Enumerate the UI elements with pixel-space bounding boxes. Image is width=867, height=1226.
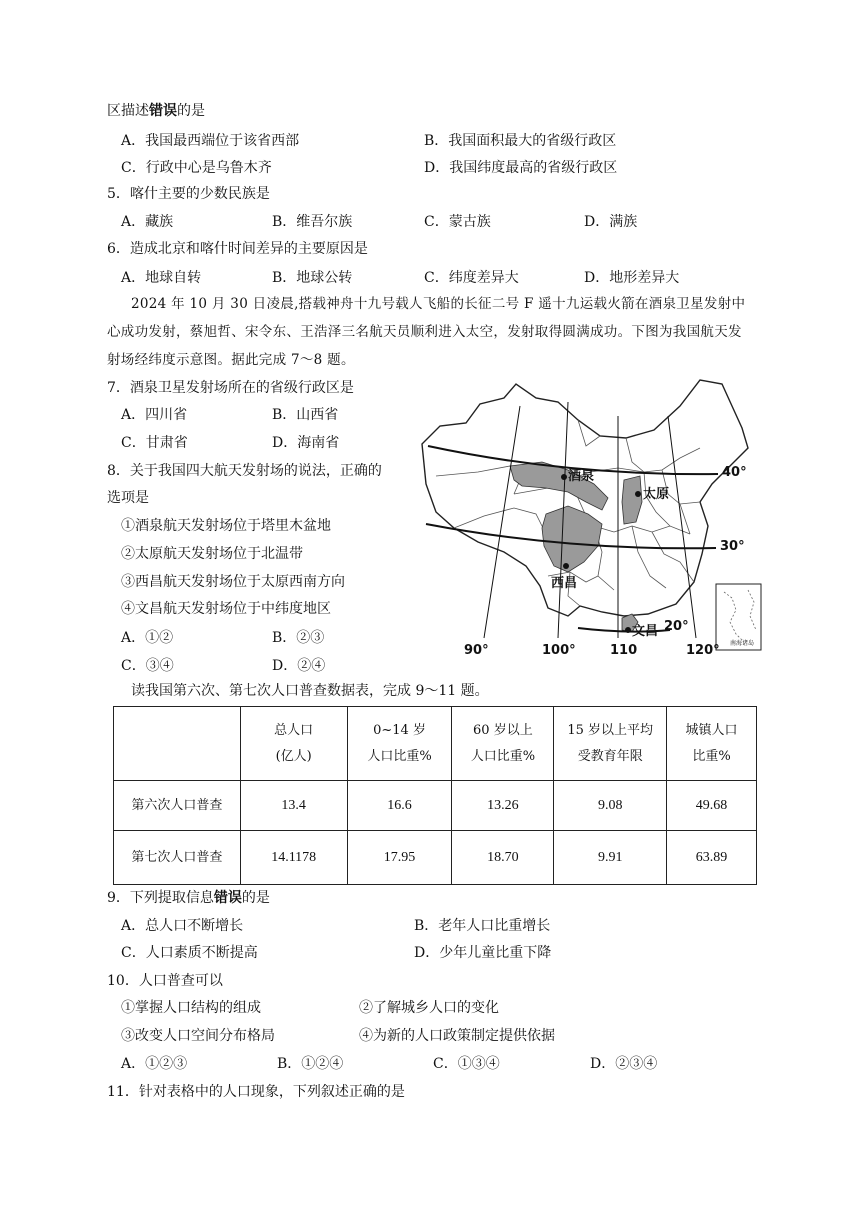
inset-label: 南海诸岛 [730, 640, 755, 647]
q8-option-c: C．③④ [121, 658, 174, 674]
q8-option-d: D．②④ [272, 658, 326, 674]
q4-option-d: D．我国纬度最高的省级行政区 [424, 160, 618, 176]
q9-option-b: B．老年人口比重增长 [414, 918, 551, 934]
xichang-site-dot [563, 563, 569, 569]
census-table [113, 706, 757, 885]
map-label-xichang: 西昌 [551, 576, 578, 591]
q6-option-c: C．纬度差异大 [424, 270, 519, 286]
q5-option-c: C．蒙古族 [424, 214, 491, 230]
china-outline-map [418, 376, 763, 662]
map-label-wenchang: 文昌 [632, 624, 659, 639]
jiuquan-site-dot [561, 474, 567, 480]
q4-option-a: A．我国最西端位于该省西部 [121, 133, 300, 149]
q7-stem: 7．酒泉卫星发射场所在的省级行政区是 [107, 380, 354, 396]
table-header-cell: 总人口 (亿人) [240, 707, 347, 781]
q5-option-d: D．满族 [584, 214, 638, 230]
q8-stem-line2: 选项是 [107, 490, 149, 506]
q4-option-c: C．行政中心是乌鲁木齐 [121, 160, 272, 176]
q10-option-c: C．①③④ [433, 1056, 500, 1072]
table-cell: 14.1178 [240, 831, 347, 885]
table-row [114, 781, 757, 831]
q5-option-b: B．维吾尔族 [272, 214, 353, 230]
q11-stem: 11．针对表格中的人口现象，下列叙述正确的是 [107, 1084, 405, 1100]
q7-option-d: D．海南省 [272, 435, 340, 451]
q8-statement-3: ③西昌航天发射场位于太原西南方向 [121, 574, 345, 590]
q6-stem: 6．造成北京和喀什时间差异的主要原因是 [107, 241, 368, 257]
taiyuan-site-dot [635, 491, 641, 497]
table-cell: 13.4 [240, 781, 347, 831]
q10-option-b: B．①②④ [277, 1056, 344, 1072]
lat-label-40: 40° [722, 465, 747, 480]
q10-statement-1: ①掌握人口结构的组成 [121, 1000, 261, 1016]
q6-option-d: D．地形差异大 [584, 270, 680, 286]
table-cell: 16.6 [347, 781, 452, 831]
lon-label-120: 120° [686, 643, 720, 658]
q10-statement-2: ②了解城乡人口的变化 [359, 1000, 499, 1016]
q8-option-a: A．①② [121, 630, 174, 646]
lon-label-110: 110 [610, 643, 638, 658]
lon-label-100: 100° [542, 643, 576, 658]
table-header-cell: 0~14 岁 人口比重% [347, 707, 452, 781]
q8-statement-2: ②太原航天发射场位于北温带 [121, 546, 303, 562]
map-label-jiuquan: 酒泉 [568, 469, 595, 484]
q4-stem-tail: 区描述错误的是 [107, 103, 205, 119]
q10-option-a: A．①②③ [121, 1056, 188, 1072]
table-corner-cell [114, 707, 241, 781]
q9-stem: 9．下列提取信息错误的是 [107, 890, 270, 906]
q8-statement-4: ④文昌航天发射场位于中纬度地区 [121, 601, 331, 617]
q9-option-a: A．总人口不断增长 [121, 918, 244, 934]
q8-stem-line1: 8．关于我国四大航天发射场的说法，正确的 [107, 463, 382, 479]
table-header-cell: 60 岁以上 人口比重% [452, 707, 554, 781]
q5-option-a: A．藏族 [121, 214, 174, 230]
table-cell: 18.70 [452, 831, 554, 885]
q8-statement-1: ①酒泉航天发射场位于塔里木盆地 [121, 518, 331, 534]
table-cell: 13.26 [452, 781, 554, 831]
table-row-label: 第六次人口普查 [114, 781, 241, 831]
lon-label-90: 90° [464, 643, 489, 658]
q7-option-b: B．山西省 [272, 407, 339, 423]
q6-option-a: A．地球自转 [121, 270, 202, 286]
q5-stem: 5．喀什主要的少数民族是 [107, 186, 270, 202]
q7-option-a: A．四川省 [121, 407, 188, 423]
table-cell: 9.08 [554, 781, 667, 831]
wenchang-site-dot [625, 627, 631, 633]
q4-option-b: B．我国面积最大的省级行政区 [424, 133, 617, 149]
table-cell: 63.89 [667, 831, 757, 885]
table-header-cell: 城镇人口 比重% [667, 707, 757, 781]
q6-option-b: B．地球公转 [272, 270, 353, 286]
table-header-row [114, 707, 757, 781]
table-header-cell: 15 岁以上平均 受教育年限 [554, 707, 667, 781]
q10-statement-4: ④为新的人口政策制定提供依据 [359, 1028, 555, 1044]
launch-site-map [418, 376, 763, 662]
map-label-taiyuan: 太原 [643, 487, 670, 502]
table-row [114, 831, 757, 885]
lat-label-30: 30° [720, 539, 745, 554]
q10-stem: 10．人口普查可以 [107, 973, 223, 989]
passage-census: 读我国第六次、第七次人口普查数据表，完成 9～11 题。 [131, 683, 489, 699]
table-cell: 9.91 [554, 831, 667, 885]
q9-option-c: C．人口素质不断提高 [121, 945, 258, 961]
q8-option-b: B．②③ [272, 630, 325, 646]
q10-statement-3: ③改变人口空间分布格局 [121, 1028, 275, 1044]
table-cell: 17.95 [347, 831, 452, 885]
table-row-label: 第七次人口普查 [114, 831, 241, 885]
lat-label-20: 20° [664, 619, 689, 634]
q9-option-d: D．少年儿童比重下降 [414, 945, 552, 961]
table-cell: 49.68 [667, 781, 757, 831]
q10-option-d: D．②③④ [590, 1056, 658, 1072]
passage-launch: 2024 年 10 月 30 日凌晨,搭载神舟十九号载人飞船的长征二号 F 遥十九运载火箭在酒泉卫星发射中心成功发射，蔡旭哲、宋令东、王浩泽三名航天员顺利进入太空，发射取得圆满成功。下图为我国航天发射场经纬度示意图。据此完成 7～8 题。 [107, 296, 746, 368]
q7-option-c: C．甘肃省 [121, 435, 188, 451]
